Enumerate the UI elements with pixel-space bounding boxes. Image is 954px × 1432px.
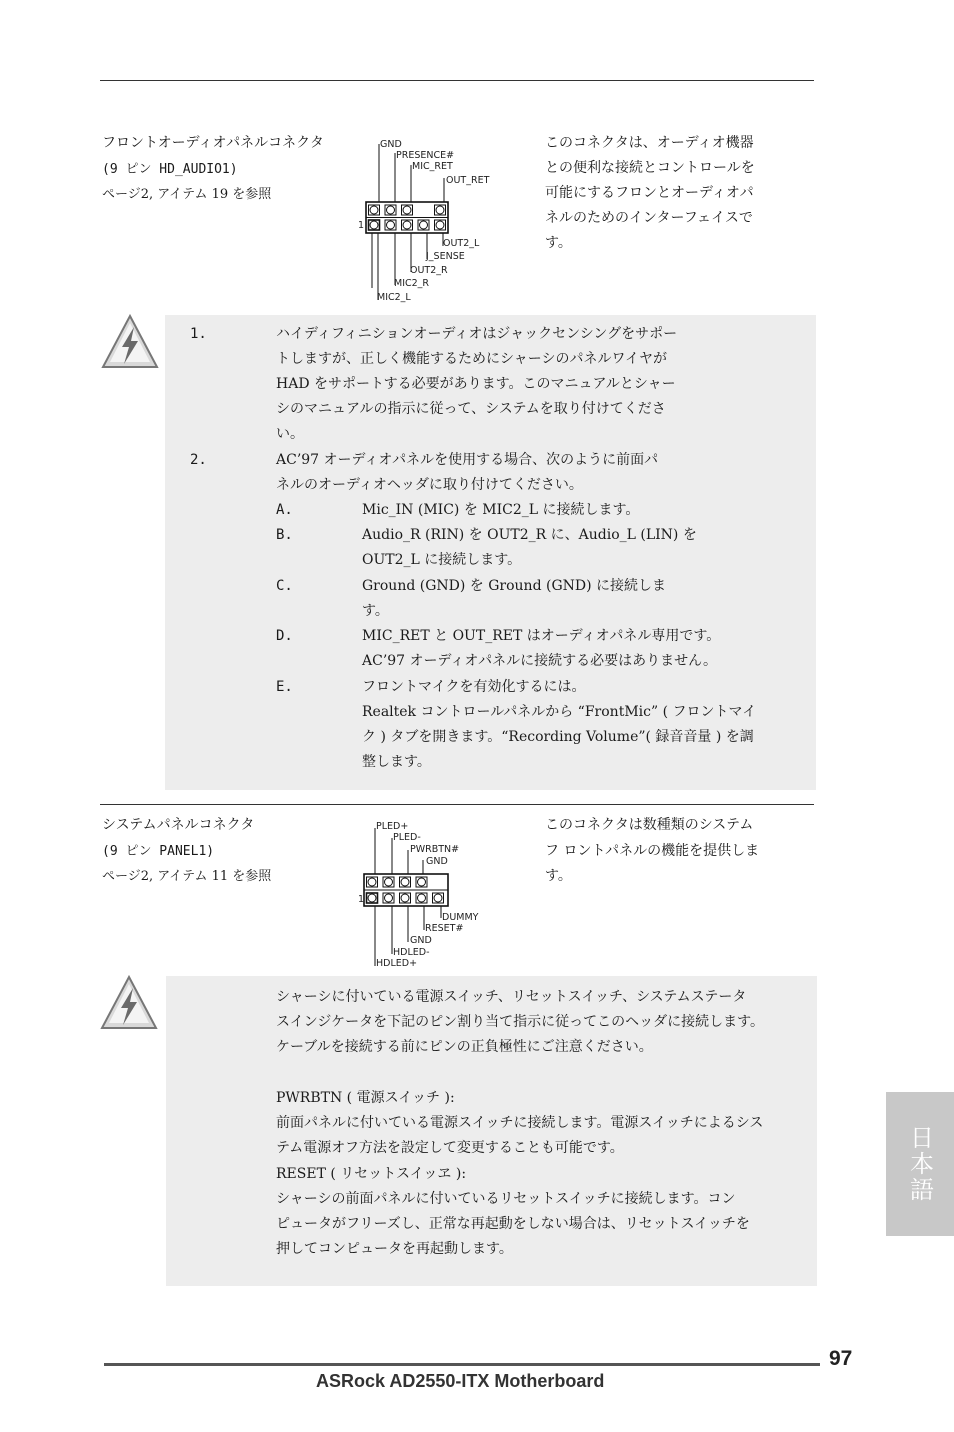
sub-line: 整します。 [362,754,431,770]
note-line: スインジケータを下記のピン割り当て指示に従ってこのヘッダに接続します。 [276,1014,764,1030]
language-tab-label: 日本語 [905,1125,934,1203]
panel-desc-line: フ ロントパネルの機能を提供しま [545,843,760,859]
audio-connector-pin-info: (9 ピン HD_AUDIO1) [102,162,238,177]
panel-connector-title: システムパネルコネクタ [102,817,255,833]
note-line: ケーブルを接続する前にピンの正負極性にご注意ください。 [276,1039,653,1055]
audio-pin-label: OUT_RET [446,175,490,186]
panel-pin-label: PWRBTN# [410,844,460,855]
note-line: PWRBTN ( 電源スイッチ ): [276,1090,455,1106]
audio-desc-line: このコネクタは、オーディオ機器 [545,135,754,151]
caution-icon [99,974,159,1032]
sub-line: AC’97 オーディオパネルに接続する必要はありません。 [362,653,717,669]
panel-pin-label: DUMMY [442,912,479,923]
note-line: 押してコンピュータを再起動します。 [276,1241,513,1257]
panel-pin-label: PLED- [393,832,421,843]
audio-desc-line: ネルのためのインターフェイスで [545,210,753,226]
sub-line: Ground (GND) を Ground (GND) に接続しま [362,578,667,594]
audio-pin-label: GND [380,139,402,150]
audio-desc-line: す。 [545,235,572,251]
sub-line: MIC_RET と OUT_RET はオーディオパネル専用です。 [362,628,721,644]
audio-pin-label: PRESENCE# [396,150,455,161]
sub-line: す。 [362,603,389,619]
top-rule [100,80,814,81]
audio-pin-label: MIC_RET [412,161,453,172]
sub-line: Realtek コントロールパネルから “FrontMic” ( フロントマイ [362,704,757,720]
audio-pin-label: MIC2_L [377,292,411,303]
audio-desc-line: 可能にするフロンとオーディオパ [545,185,754,201]
panel-pin1-marker: 1 [358,894,365,905]
audio-connector-reference: ページ2, アイテム 19 を参照 [102,187,272,202]
note-line: ピュータがフリーズし、正常な再起動をしない場合は、リセットスイッチを [276,1216,750,1232]
panel-pin-label: PLED+ [376,821,409,832]
audio-pin-label: OUT2_L [443,238,480,249]
language-tab [886,1092,954,1236]
panel-pin-label: GND [410,935,432,946]
sub-letter: E. [276,679,293,695]
sub-letter: B. [276,527,293,543]
audio-desc-line: との便利な接続とコントロールを [545,160,755,176]
panel-desc-line: す。 [545,868,572,884]
caution-icon [100,313,160,371]
note-line: HAD をサポートする必要があります。このマニュアルとシャー [276,376,676,392]
panel-connector-pin-info: (9 ピン PANEL1) [102,844,215,859]
audio-pin1-marker: 1 [358,220,365,231]
panel-pin-label: HDLED+ [376,958,418,969]
note-line: ネルのオーディオヘッダに取り付けてください。 [276,477,583,493]
sub-letter: C. [276,578,293,594]
panel-pin-label: HDLED- [393,947,430,958]
note-line: ハイディフィニションオーディオはジャックセンシングをサポー [276,326,678,342]
page-number: 97 [829,1347,853,1370]
sub-line: フロントマイクを有効化するには。 [362,679,586,695]
panel-pin-label: GND [426,856,448,867]
panel-pin-label: RESET# [425,923,464,934]
note-number: 1. [190,326,207,342]
sub-line: Audio_R (RIN) を OUT2_R に、Audio_L (LIN) を [362,527,697,543]
note-number: 2. [190,452,207,468]
sub-line: Mic_IN (MIC) を MIC2_L に接続します。 [362,502,640,518]
note-line: シのマニュアルの指示に従って、システムを取り付けてくださ [276,401,666,417]
panel-desc-line: このコネクタは数種類のシステム [545,817,754,833]
panel-connector-reference: ページ2, アイテム 11 を参照 [102,869,272,884]
note-line: トしますが、正しく機能するためにシャーシのパネルワイヤが [276,351,668,367]
section-divider [100,804,814,805]
audio-pin-label: MIC2_R [394,278,430,289]
audio-pin-label: OUT2_R [410,265,448,276]
sub-letter: D. [276,628,293,644]
note-line: RESET ( リセットスイッヱ ): [276,1166,467,1182]
sub-letter: A. [276,502,293,518]
note-line: 前面パネルに付いている電源スイッチに接続します。電源スイッチによるシス [276,1115,764,1131]
audio-connector-title: フロントオーディオパネルコネクタ [102,135,324,151]
note-line: AC’97 オーディオパネルを使用する場合、次のように前面パ [276,452,659,468]
sub-line: OUT2_L に接続します。 [362,552,522,568]
audio-pin-label: J_SENSE [426,251,465,262]
note-line: シャーシの前面パネルに付いているリセットスイッチに接続します。コン [276,1191,736,1207]
footer-rule [104,1363,820,1366]
sub-line: ク ) タブを開きます。“Recording Volume”( 録音音量 ) を調 [362,729,754,745]
footer-product-name: ASRock AD2550-ITX Motherboard [316,1371,605,1391]
note-line: い。 [276,426,304,442]
note-line: シャーシに付いている電源スイッチ、リセットスイッチ、システムステータ [276,989,747,1005]
note-line: テム電源オフ方法を設定して変更することも可能です。 [276,1140,624,1156]
